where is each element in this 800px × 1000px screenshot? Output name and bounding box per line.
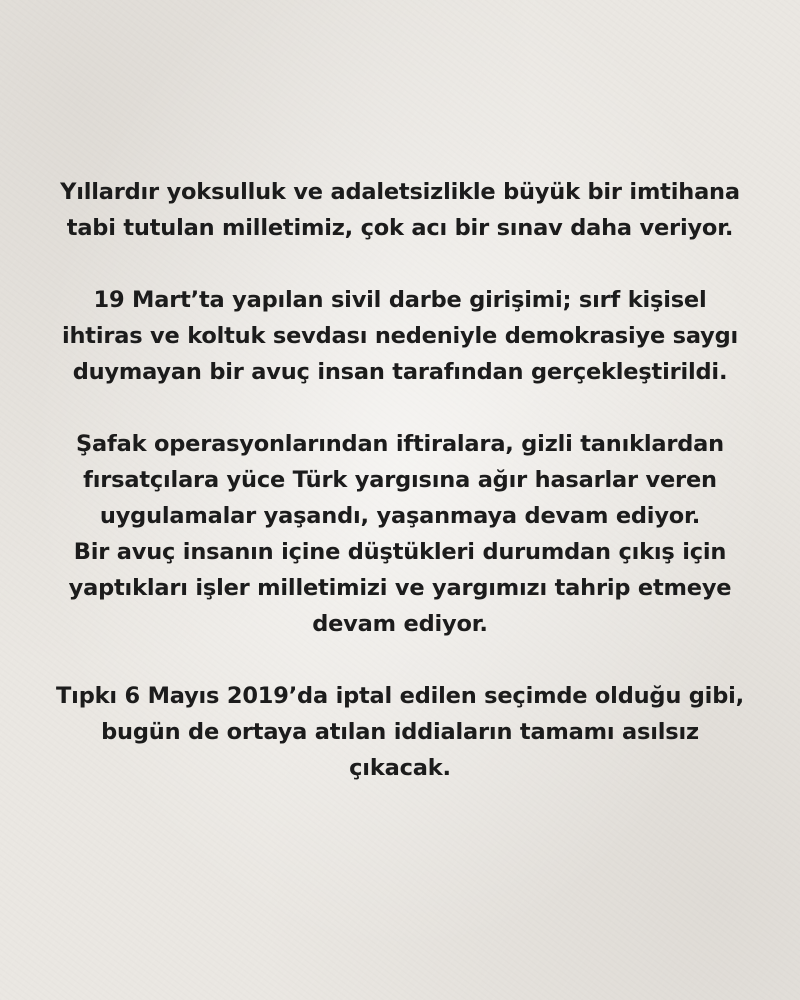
text-line: 19 Mart’ta yapılan sivil darbe girişimi; sırf kişisel: [93, 287, 707, 313]
text-line: Yıllardır yoksulluk ve adaletsizlikle büyük bir imtihana: [60, 179, 740, 205]
text-line: bugün de ortaya atılan iddiaların tamamı asılsız: [101, 719, 699, 745]
text-line: duymayan bir avuç insan tarafından gerçekleştirildi.: [72, 359, 728, 385]
paragraph-2: [40, 282, 760, 390]
text-line: uygulamalar yaşandı, yaşanmaya devam ediyor.: [99, 503, 701, 529]
text-line: devam ediyor.: [312, 611, 488, 637]
statement-text: [40, 174, 760, 786]
text-line: Tıpkı 6 Mayıs 2019’da iptal edilen seçimde olduğu gibi,: [56, 683, 744, 709]
text-line: fırsatçılara yüce Türk yargısına ağır hasarlar veren: [83, 467, 717, 493]
text-line: Bir avuç insanın içine düştükleri durumdan çıkış için: [73, 539, 727, 565]
text-line: Şafak operasyonlarından iftiralara, gizli tanıklardan: [76, 431, 724, 457]
text-line: yaptıkları işler milletimizi ve yargımızı tahrip etmeye: [68, 575, 732, 601]
paragraph-4: [40, 534, 760, 642]
paragraph-5: [40, 678, 760, 786]
paragraph-3: [40, 426, 760, 534]
text-line: tabi tutulan milletimiz, çok acı bir sınav daha veriyor.: [66, 215, 734, 241]
text-line: ihtiras ve koltuk sevdası nedeniyle demokrasiye saygı: [61, 323, 739, 349]
paragraph-1: [40, 174, 760, 246]
text-line: çıkacak.: [349, 755, 451, 781]
